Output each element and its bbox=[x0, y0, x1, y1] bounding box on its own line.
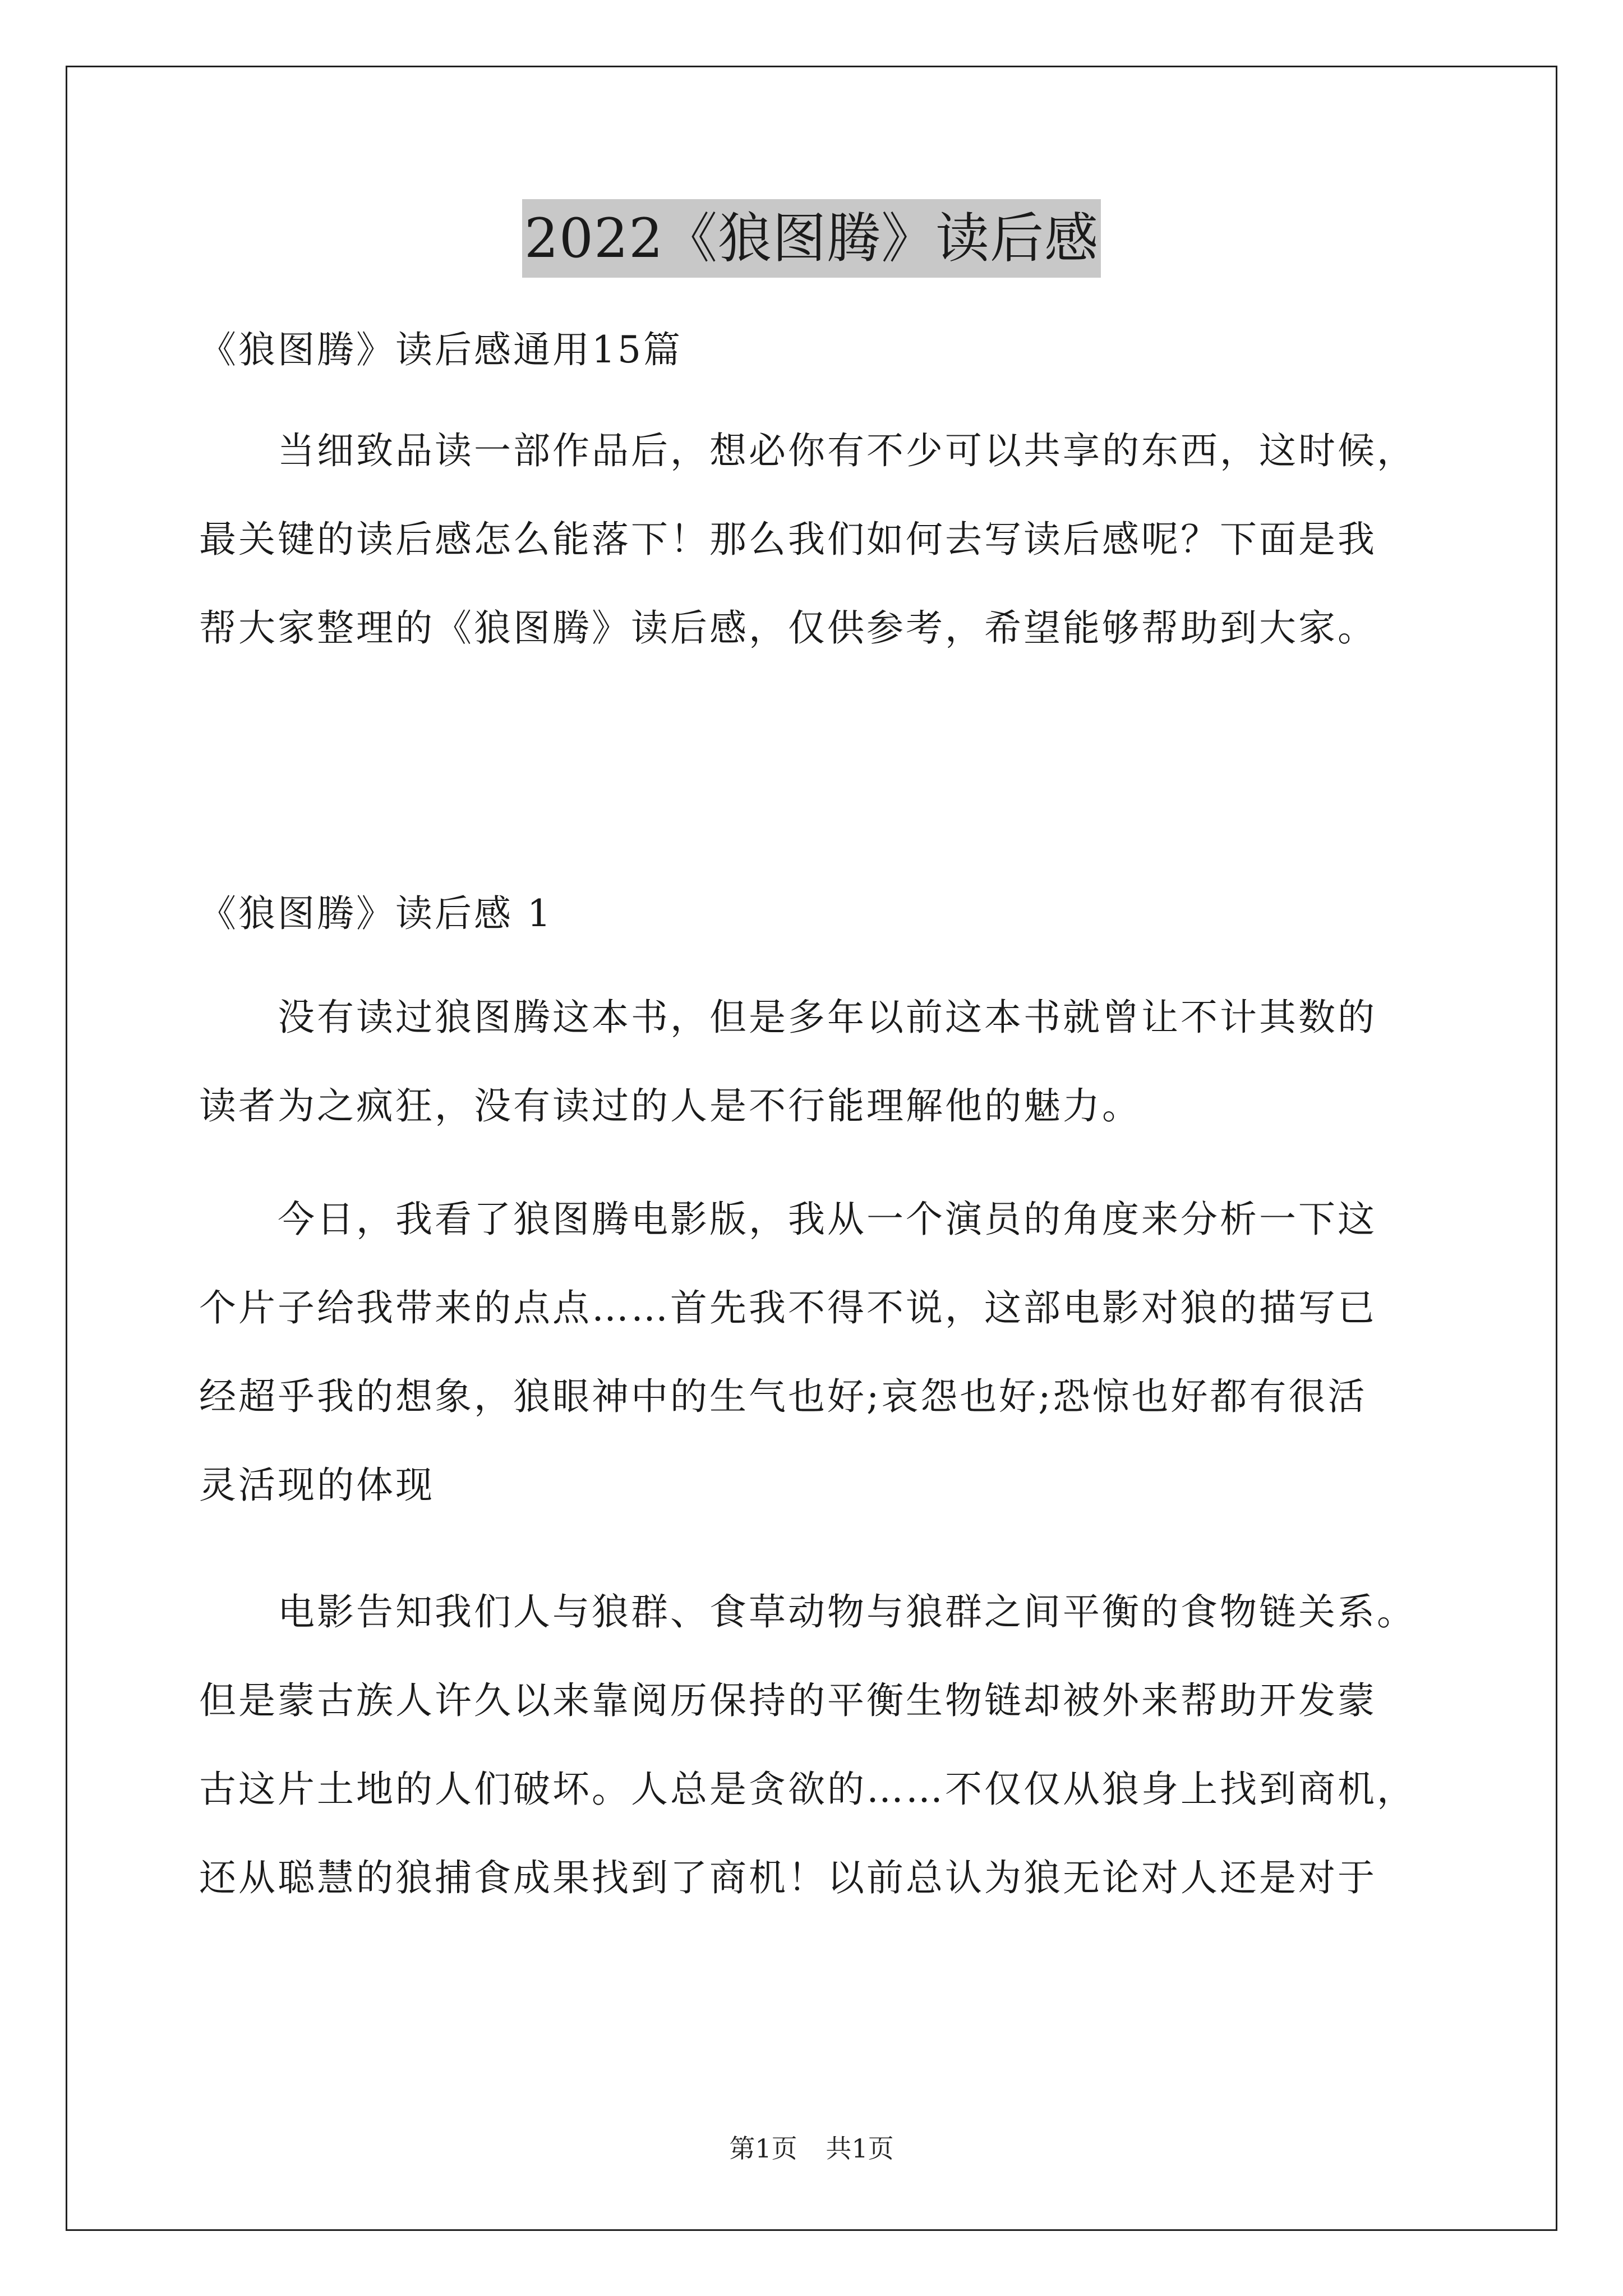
intro-line: 当细致品读一部作品后，想必你有不少可以共享的东西，这时候， bbox=[278, 429, 1416, 472]
page-number-current: 第1页 bbox=[729, 2133, 797, 2164]
page-number-total: 共1页 bbox=[826, 2133, 894, 2164]
page-footer bbox=[0, 2132, 1623, 2165]
subtitle-text: 《狼图腾》读后感通用15篇 bbox=[199, 328, 683, 371]
subtitle bbox=[199, 306, 1461, 394]
paragraph-line: 个片子给我带来的点点……首先我不得不说，这部电影对狼的描写已 bbox=[199, 1286, 1377, 1329]
paragraph-line: 没有读过狼图腾这本书，但是多年以前这本书就曾让不计其数的 bbox=[278, 996, 1377, 1039]
paragraph-line: 经超乎我的想象，狼眼神中的生气也好;哀怨也好;恐惊也好都有很活 bbox=[199, 1375, 1367, 1418]
paragraph-2 bbox=[199, 1175, 1461, 1530]
section-heading bbox=[199, 869, 1461, 958]
paragraph-line: 灵活现的体现 bbox=[199, 1464, 435, 1507]
paragraph-line: 但是蒙古族人许久以来靠阅历保持的平衡生物链却被外来帮助开发蒙 bbox=[199, 1679, 1377, 1722]
paragraph-line: 今日，我看了狼图腾电影版，我从一个演员的角度来分析一下这 bbox=[278, 1198, 1377, 1241]
paragraph-line: 古这片土地的人们破坏。人总是贪欲的……不仅仅从狼身上找到商机， bbox=[199, 1768, 1416, 1811]
document-title: 2022《狼图腾》读后感 bbox=[522, 199, 1101, 278]
section-heading-text: 《狼图腾》读后感 1 bbox=[199, 892, 553, 935]
title-container bbox=[0, 199, 1623, 278]
paragraph-3 bbox=[199, 1568, 1461, 1922]
paragraph-line: 读者为之疯狂，没有读过的人是不行能理解他的魅力。 bbox=[199, 1084, 1141, 1128]
intro-line: 帮大家整理的《狼图腾》读后感，仅供参考，希望能够帮助到大家。 bbox=[199, 606, 1377, 650]
paragraph-1 bbox=[199, 973, 1461, 1151]
paragraph-line: 电影告知我们人与狼群、食草动物与狼群之间平衡的食物链关系。 bbox=[278, 1590, 1416, 1634]
intro-paragraph bbox=[199, 407, 1461, 673]
paragraph-line: 还从聪慧的狼捕食成果找到了商机！以前总认为狼无论对人还是对于 bbox=[199, 1856, 1377, 1899]
intro-line: 最关键的读后感怎么能落下！那么我们如何去写读后感呢？下面是我 bbox=[199, 518, 1377, 561]
